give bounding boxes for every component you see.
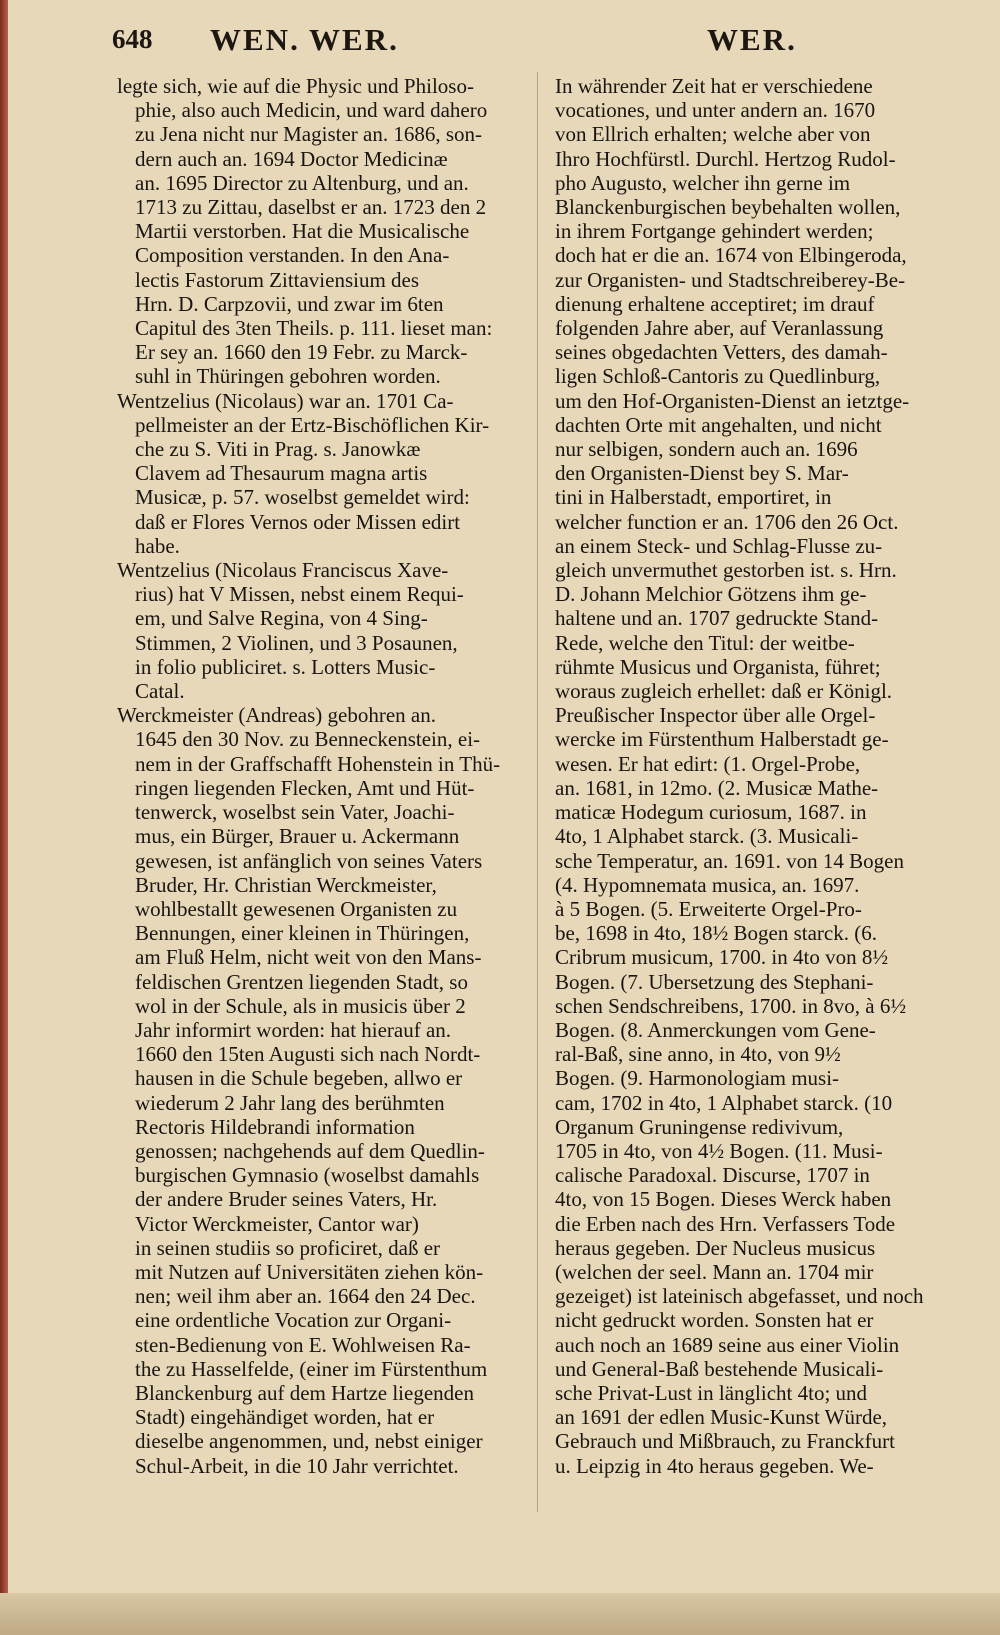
text-line: Blanckenburg auf dem Hartze liegenden: [135, 1380, 474, 1405]
text-line: woraus zugleich erhellet: daß er Königl.: [555, 679, 893, 704]
text-line: 4to, 1 Alphabet starck. (3. Musicali-: [555, 824, 859, 849]
text-line: haltene und an. 1707 gedruckte Stand-: [555, 606, 879, 631]
text-line: an. 1695 Director zu Altenburg, und an.: [135, 170, 469, 195]
text-line: Stadt) eingehändiget worden, hat er: [135, 1405, 435, 1430]
text-line: Preußischer Inspector über alle Orgel-: [555, 703, 876, 728]
text-line: um den Hof-Organisten-Dienst an ietztge-: [555, 388, 910, 413]
text-line: wesen. Er hat edirt: (1. Orgel-Probe,: [555, 751, 861, 776]
text-line: calische Paradoxal. Discurse, 1707 in: [555, 1163, 870, 1188]
text-line: Er sey an. 1660 den 19 Febr. zu Marck-: [135, 340, 468, 365]
text-line: Capitul des 3ten Theils. p. 111. lieset man:: [135, 316, 493, 341]
text-line: Catal.: [135, 679, 185, 704]
text-line: ringen liegenden Flecken, Amt und Hüt-: [135, 775, 475, 800]
text-line: pho Augusto, welcher ihn gerne im: [555, 170, 851, 195]
text-line: wiederum 2 Jahr lang des berühmten: [135, 1090, 445, 1115]
text-line: Wentzelius (Nicolaus) war an. 1701 Ca-: [117, 388, 454, 413]
text-line: tini in Halberstadt, emportiret, in: [555, 485, 832, 510]
text-line: Bennungen, einer kleinen in Thüringen,: [135, 921, 470, 946]
text-line: habe.: [135, 533, 180, 558]
text-line: mus, ein Bürger, Brauer u. Ackermann: [135, 824, 460, 849]
text-line: Bogen. (7. Ubersetzung des Stephani-: [555, 969, 874, 994]
text-line: 1713 zu Zittau, daselbst er an. 1723 den 2: [135, 195, 487, 220]
text-line: Schul-Arbeit, in die 10 Jahr verrichtet.: [135, 1453, 459, 1478]
text-line: Rede, welche den Titul: der weitbe-: [555, 630, 855, 655]
text-line: cam, 1702 in 4to, 1 Alphabet starck. (10: [555, 1090, 893, 1115]
text-line: pellmeister an der Ertz-Bischöflichen Kir-: [135, 412, 490, 437]
text-line: vocationes, und unter andern an. 1670: [555, 98, 876, 123]
running-head-right: WER.: [707, 22, 797, 57]
text-line: feldischen Grentzen liegenden Stadt, so: [135, 969, 468, 994]
text-line: heraus gegeben. Der Nucleus musicus: [555, 1235, 876, 1260]
text-line: an. 1681, in 12mo. (2. Musicæ Mathe-: [555, 775, 879, 800]
text-line: seines obgedachten Vetters, des damah-: [555, 340, 888, 365]
text-line: rius) hat V Missen, nebst einem Requi-: [135, 582, 464, 607]
text-line: Musicæ, p. 57. woselbst gemeldet wird:: [135, 485, 470, 510]
text-line: auch noch an 1689 seine aus einer Violin: [555, 1332, 900, 1357]
text-line: welcher function er an. 1706 den 26 Oct.: [555, 509, 899, 534]
text-line: wol in der Schule, als in musicis über 2: [135, 993, 466, 1018]
text-line: zu Jena nicht nur Magister an. 1686, son-: [135, 122, 483, 147]
column-divider: [537, 72, 538, 1512]
text-line: daß er Flores Vernos oder Missen edirt: [135, 509, 461, 534]
text-line: Bogen. (9. Harmonologiam musi-: [555, 1066, 840, 1091]
text-line: doch hat er die an. 1674 von Elbingeroda,: [555, 243, 907, 268]
text-line: gezeiget) ist lateinisch abgefasset, und noch: [555, 1284, 924, 1309]
text-line: in seinen studiis so proficiret, daß er: [135, 1235, 441, 1260]
text-line: phie, also auch Medicin, und ward dahero: [135, 98, 488, 123]
text-line: dern auch an. 1694 Doctor Medicinæ: [135, 146, 448, 171]
text-line: suhl in Thüringen gebohren worden.: [135, 364, 441, 389]
page-header: [112, 22, 960, 62]
text-line: 1660 den 15ten Augusti sich nach Nordt-: [135, 1042, 481, 1067]
text-line: in ihrem Fortgange gehindert werden;: [555, 219, 874, 244]
text-line: (4. Hypomnemata musica, an. 1697.: [555, 872, 860, 897]
text-line: zur Organisten- und Stadtschreiberey-Be-: [555, 267, 906, 292]
text-line: von Ellrich erhalten; welche aber von: [555, 122, 871, 147]
text-line: ligen Schloß-Cantoris zu Quedlinburg,: [555, 364, 881, 389]
text-line: dieselbe angenommen, und, nebst einiger: [135, 1429, 483, 1454]
text-line: der andere Bruder seines Vaters, Hr.: [135, 1187, 438, 1212]
right-column: [555, 74, 975, 1478]
running-head-left: WEN. WER.: [210, 22, 399, 57]
text-line: maticæ Hodegum curiosum, 1687. in: [555, 800, 867, 825]
text-line: In währender Zeit hat er verschiedene: [555, 74, 873, 98]
text-line: den Organisten-Dienst bey S. Mar-: [555, 461, 849, 486]
text-line: die Erben nach des Hrn. Verfassers Tode: [555, 1211, 896, 1236]
text-line: folgenden Jahre aber, auf Veranlassung: [555, 316, 884, 341]
text-line: an einem Steck- und Schlag-Flusse zu-: [555, 533, 883, 558]
page-bottom-edge: [0, 1593, 1000, 1635]
text-line: eine ordentliche Vocation zur Organi-: [135, 1308, 452, 1333]
text-line: Clavem ad Thesaurum magna artis: [135, 461, 428, 486]
text-line: legte sich, wie auf die Physic und Philoso-: [117, 74, 474, 98]
text-line: dachten Orte mit angehalten, und nicht: [555, 412, 882, 437]
text-line: Victor Werckmeister, Cantor war): [135, 1211, 419, 1236]
text-line: tenwerck, woselbst sein Vater, Joachi-: [135, 800, 455, 825]
page-number: 648: [112, 24, 153, 54]
text-line: em, und Salve Regina, von 4 Sing-: [135, 606, 428, 631]
text-line: genossen; nachgehends auf dem Quedlin-: [135, 1138, 485, 1163]
text-line: nicht gedruckt worden. Sonsten hat er: [555, 1308, 874, 1333]
text-line: Bogen. (8. Anmerckungen vom Gene-: [555, 1017, 876, 1042]
text-line: Bruder, Hr. Christian Werckmeister,: [135, 872, 437, 897]
left-column: [117, 74, 525, 1478]
text-line: Ihro Hochfürstl. Durchl. Hertzog Rudol-: [555, 146, 896, 171]
text-line: 4to, von 15 Bogen. Dieses Werck haben: [555, 1187, 892, 1212]
text-line: the zu Hasselfelde, (einer im Fürstenthum: [135, 1356, 488, 1381]
text-line: Jahr informirt worden: hat hierauf an.: [135, 1017, 452, 1042]
text-line: wohlbestallt gewesenen Organisten zu: [135, 896, 458, 921]
text-line: gleich unvermuthet gestorben ist. s. Hrn.: [555, 558, 897, 583]
text-line: mit Nutzen auf Universitäten ziehen kön-: [135, 1259, 484, 1284]
text-line: gewesen, ist anfänglich von seines Vaters: [135, 848, 483, 873]
text-line: sche Privat-Lust in länglicht 4to; und: [555, 1380, 868, 1405]
text-line: Cribrum musicum, 1700. in 4to von 8½: [555, 945, 889, 970]
text-line: à 5 Bogen. (5. Erweiterte Orgel-Pro-: [555, 896, 862, 921]
text-line: dienung erhaltene acceptiret; im drauf: [555, 291, 875, 316]
text-line: sten-Bedienung von E. Wohlweisen Ra-: [135, 1332, 471, 1357]
text-line: Gebrauch und Mißbrauch, zu Franckfurt: [555, 1429, 895, 1454]
text-line: Organum Gruningense redivivum,: [555, 1114, 844, 1139]
text-line: Hrn. D. Carpzovii, und zwar im 6ten: [135, 291, 444, 316]
text-line: Rectoris Hildebrandi information: [135, 1114, 415, 1139]
text-line: in folio publiciret. s. Lotters Music-: [135, 654, 436, 679]
text-line: u. Leipzig in 4to heraus gegeben. We-: [555, 1453, 874, 1478]
text-line: Blanckenburgischen beybehalten wollen,: [555, 195, 901, 220]
text-line: be, 1698 in 4to, 18½ Bogen starck. (6.: [555, 921, 877, 946]
text-line: Martii verstorben. Hat die Musicalische: [135, 219, 470, 244]
text-line: am Fluß Helm, nicht weit von den Mans-: [135, 945, 482, 970]
text-line: Wentzelius (Nicolaus Franciscus Xave-: [117, 558, 449, 583]
text-line: wercke im Fürstenthum Halberstadt ge-: [555, 727, 889, 752]
text-line: nen; weil ihm aber an. 1664 den 24 Dec.: [135, 1284, 476, 1309]
text-line: und General-Baß bestehende Musicali-: [555, 1356, 884, 1381]
text-line: burgischen Gymnasio (woselbst damahls: [135, 1163, 480, 1188]
text-line: schen Sendschreibens, 1700. in 8vo, à 6½: [555, 993, 907, 1018]
text-line: lectis Fastorum Zittaviensium des: [135, 267, 420, 292]
text-line: 1645 den 30 Nov. zu Benneckenstein, ei-: [135, 727, 481, 752]
text-line: nur selbigen, sondern auch an. 1696: [555, 437, 858, 462]
text-line: nem in der Graffschafft Hohenstein in Thü-: [135, 751, 501, 776]
text-line: Stimmen, 2 Violinen, und 3 Posaunen,: [135, 630, 458, 655]
text-line: Composition verstanden. In den Ana-: [135, 243, 450, 268]
text-line: D. Johann Melchior Götzens ihm ge-: [555, 582, 867, 607]
text-line: sche Temperatur, an. 1691. von 14 Bogen: [555, 848, 904, 873]
page-edge: [0, 0, 8, 1635]
text-line: ral-Baß, sine anno, in 4to, von 9½: [555, 1042, 841, 1067]
text-line: che zu S. Viti in Prag. s. Janowkæ: [135, 437, 421, 462]
text-line: an 1691 der edlen Music-Kunst Würde,: [555, 1405, 888, 1430]
text-line: rühmte Musicus und Organista, führet;: [555, 654, 881, 679]
text-line: (welchen der seel. Mann an. 1704 mir: [555, 1259, 874, 1284]
text-line: Werckmeister (Andreas) gebohren an.: [117, 703, 436, 728]
text-line: hausen in die Schule begeben, allwo er: [135, 1066, 463, 1091]
text-line: 1705 in 4to, von 4½ Bogen. (11. Musi-: [555, 1138, 883, 1163]
